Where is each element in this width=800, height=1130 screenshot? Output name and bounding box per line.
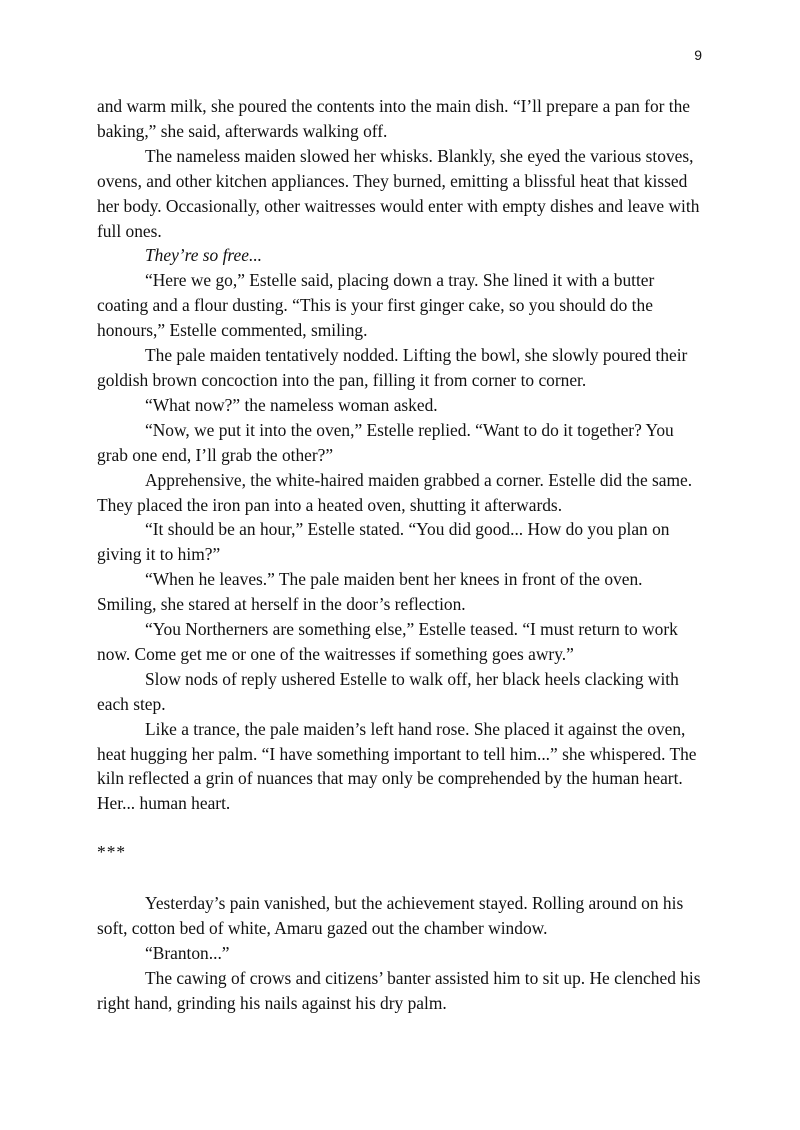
paragraph: “Branton...”	[145, 943, 230, 963]
italic-thought: They’re so free...	[145, 245, 263, 266]
body-text	[97, 94, 703, 1016]
paragraph: “Now, we put it into the oven,” Estelle replied. “Want to do it together? You grab one end, I’ll grab the other?”	[97, 419, 674, 465]
paragraph: The pale maiden tentatively nodded. Lifting the bowl, she slowly poured their goldish brown concoction into the pan, filling it from corner to corner.	[97, 345, 688, 390]
paragraph: “Here we go,” Estelle said, placing down a tray. She lined it with a butter coating and a flour dusting. “This is your first ginger cake, so you should do the honours,” Estelle commented, smiling.	[97, 270, 655, 341]
paragraph: “You Northerners are something else,” Estelle teased. “I must return to work now. Come get me or one of the waitresses if something goes awry.”	[97, 619, 678, 664]
paragraph: and warm milk, she poured the contents into the main dish. “I’ll prepare a pan for the baking,” she said, afterwards walking off.	[97, 96, 691, 141]
page-number: 9	[694, 47, 702, 63]
paragraph: The cawing of crows and citizens’ banter assisted him to sit up. He clenched his right hand, grinding his nails against his dry palm.	[97, 967, 701, 1013]
paragraph: “It should be an hour,” Estelle stated. “You did good... How do you plan on giving it to him?”	[97, 519, 670, 565]
paragraph: Like a trance, the pale maiden’s left hand rose. She placed it against the oven, heat hugging her palm. “I have something important to tell him...” she whispered. The kiln reflected a grin of nuances that may only be comprehended by the human heart. Her... human heart.	[97, 718, 697, 814]
paragraph: The nameless maiden slowed her whisks. Blankly, she eyed the various stoves, ovens, and other kitchen appliances. They burned, emitting a blissful heat that kissed her body. Occasionally, other waitresses would enter with empty dishes and leave with full ones.	[97, 145, 700, 241]
paragraph: Apprehensive, the white-haired maiden grabbed a corner. Estelle did the same. They placed the iron pan into a heated oven, shutting it afterwards.	[97, 469, 693, 515]
paragraph: “What now?” the nameless woman asked.	[145, 394, 438, 415]
paragraph: “When he leaves.” The pale maiden bent her knees in front of the oven. Smiling, she stared at herself in the door’s reflection.	[97, 569, 643, 615]
paragraph: Yesterday’s pain vanished, but the achievement stayed. Rolling around on his soft, cotton bed of white, Amaru gazed out the chamber window.	[97, 893, 684, 939]
paragraph: Slow nods of reply ushered Estelle to walk off, her black heels clacking with each step.	[97, 668, 679, 714]
scene-break: ***	[97, 842, 127, 863]
